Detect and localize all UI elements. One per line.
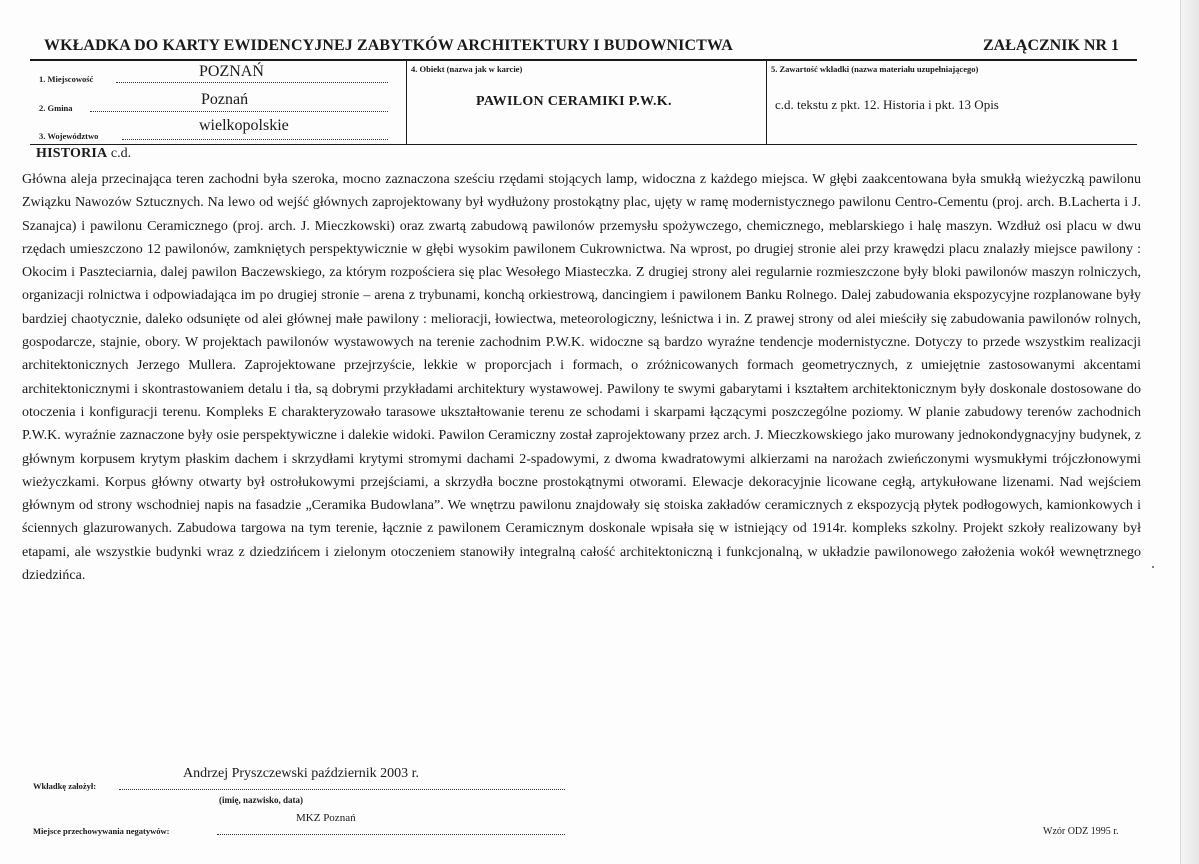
section-heading (36, 146, 131, 162)
form-code: Wzór ODZ 1995 r. (1043, 826, 1119, 837)
scan-edge (1180, 0, 1199, 864)
author-dotted-line (119, 789, 565, 790)
voivodeship-dotted-line (122, 139, 388, 140)
scan-speck (1152, 566, 1154, 568)
section-heading-suffix: c.d. (110, 146, 132, 161)
section-heading-title: HISTORIA (36, 146, 108, 161)
object-label: 4. Obiekt (nazwa jak w karcie) (411, 64, 523, 74)
locality-dotted-line (116, 82, 388, 83)
negatives-label: Miejsce przechowywania negatywów: (33, 826, 170, 836)
locality-label: 1. Miejscowość (39, 74, 94, 84)
header-rule (30, 59, 1137, 61)
column-divider-1 (406, 60, 407, 144)
author-caption: (imię, nazwisko, data) (219, 795, 303, 805)
document-title: WKŁADKA DO KARTY EWIDENCYJNEJ ZABYTKÓW ARCHITEKTURY I BUDOWNICTWA (44, 37, 733, 54)
column-divider-2 (766, 60, 767, 144)
fields-bottom-rule (30, 144, 1137, 145)
commune-value: Poznań (201, 91, 249, 108)
contents-value: c.d. tekstu z pkt. 12. Historia i pkt. 13 Opis (775, 97, 999, 112)
voivodeship-value: wielkopolskie (199, 117, 289, 134)
author-value: Andrzej Pryszczewski październik 2003 r. (183, 766, 419, 781)
locality-value: POZNAŃ (199, 63, 264, 80)
object-value: PAWILON CERAMIKI P.W.K. (476, 94, 672, 109)
attachment-number: ZAŁĄCZNIK NR 1 (983, 37, 1120, 54)
voivodeship-label: 3. Województwo (39, 131, 99, 141)
negatives-dotted-line (217, 834, 565, 835)
negatives-value: MKZ Poznań (296, 812, 356, 824)
commune-label: 2. Gmina (39, 103, 73, 113)
author-label: Wkładkę założył: (33, 781, 97, 791)
history-body-text: Główna aleja przecinająca teren zachodni była szeroka, mocno zaznaczona sześciu rzędami stojących lamp, widoczna z każdego miejsca. W głębi zaakcentowana była smukłą wieżyczką pawilonu Związku Nawozów Sztucznych. Na lewo od wejść głównych zaprojektowany był wydłużony prostokątny plac, ujęty w ramę modernistycznego pawilonu Centro-Cementu (proj. arch. B.Lacherta i J. Szanajca) i pawilonu Ceramicznego (proj. arch. J. Mieczkowski) oraz zwartą zabudową pawilonów przemysłu spożywczego, chemicznego, meblarskiego i halę maszyn. Wzdłuż osi placu w dwu rzędach umieszczono 12 pawilonów, zamkniętych perspektywicznie w głębi wysokim pawilonem Cukrownictwa. Na wprost, po drugiej stronie alei przy krawędzi placu znalazły miejsce pawilony : Okocim i Paszteciarnia, dalej pawilon Baczewskiego, za którym rozpościera się plac Wesołego Miasteczka. Z drugiej strony alei regularnie rozmieszczone były bloki pawilonów maszyn rolniczych, organizacji rolnictwa i odpowiadająca im po drugiej stronie – arena z trybunami, konchą orkiestrową, dancingiem i pawilonem Banku Rolnego. Dalej zabudowania ekspozycyjne rozplanowane były bardziej chaotycznie, daleko odsunięte od alei głównej małe pawilony : melioracji, łowiectwa, meteorologiczny, leśnictwa i in. Z prawej strony od alei mieściły się zabudowania pawilonów rolnych, gospodarcze, stajnie, obory. W projektach pawilonów wystawowych na terenie zachodnim P.W.K. widoczne są bardzo wyraźne tendencje modernistyczne. Dotyczy to przede wszystkim realizacji architektonicznych Jerzego Mullera. Zaprojektowane przejrzyście, lekkie w proporcjach i formach, o zróżnicowanych formach geometrycznych, z umiejętnie zastosowanymi akcentami architektonicznymi i skontrastowaniem detalu i tła, są dobrymi przykładami architektury wystawowej. Pawilony te swymi gabarytami i kształtem architektonicznym były doskonale dostosowane do otoczenia i konfiguracji terenu. Kompleks E charakteryzowało tarasowe ukształtowanie terenu ze schodami i skarpami łączącymi poszczególne poziomy. W planie zabudowy terenów zachodnich P.W.K. wyraźnie zaznaczone były osie perspektywiczne i dalekie widoki. Pawilon Ceramiczny został zaprojektowany przez arch. J. Mieczkowskiego jako murowany jednokondygnacyjny budynek, z głównym korpusem krytym płaskim dachem i skrzydłami krytymi stromymi dachami 2-spadowymi, z dwoma kwadratowymi alkierzami na narożach zwieńczonymi wysmukłymi trójczłonowymi wieżyczkami. Korpus główny otwarty był ostrołukowymi przejściami, a skrzydła boczne prostokątnymi otworami. Elewacje dekoracyjnie licowane cegłą, artykułowane lizenami. Nad wejściem głównym od strony wschodniej napis na fasadzie „Ceramika Budowlana”. We wnętrzu pawilonu znajdowały się stoiska zakładów ceramicznych z ekspozycją płytek podłogowych, kamionkowych i ściennych glazurowanych. Zabudowa targowa na tym terenie, łącznie z pawilonem Ceramicznym doskonale wpisała się w istniejący od 1914r. kompleks szkolny. Projekt szkoły realizowany był etapami, ale wszystkie budynki wraz z dziedzińcem i zielonym otoczeniem stanowiły integralną całość architektoniczną i funkcjonalną, w układzie pawilonowego założenia wokół wewnętrznego dziedzińca. (22, 172, 1141, 584)
contents-label: 5. Zawartość wkładki (nazwa materiału uzupełniającego) (771, 64, 979, 74)
commune-dotted-line (90, 111, 388, 112)
